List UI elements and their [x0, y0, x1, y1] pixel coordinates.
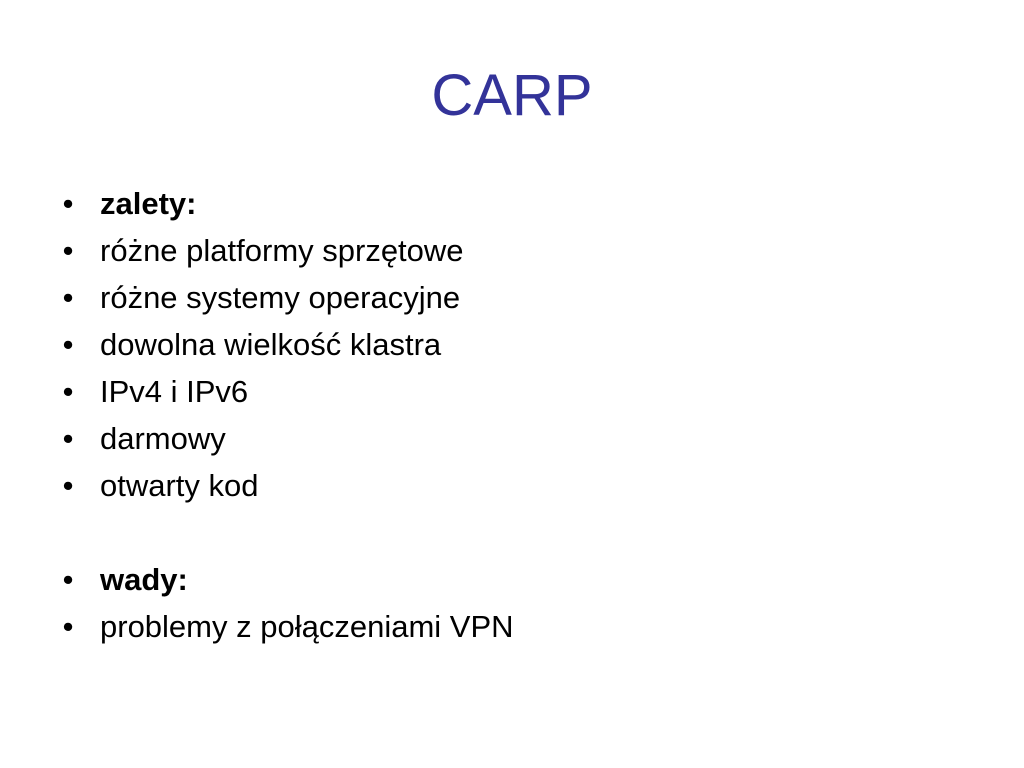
bullet-icon: • [62, 468, 74, 503]
list-item [58, 274, 514, 321]
list-item-text: zalety: [100, 186, 197, 221]
list-item-text: darmowy [100, 421, 226, 456]
list-item-text: wady: [100, 562, 188, 597]
bullet-icon: • [62, 186, 74, 221]
bullet-icon: • [62, 374, 74, 409]
list-item [58, 415, 514, 462]
list-item [58, 368, 514, 415]
list-item-text: różne platformy sprzętowe [100, 233, 464, 268]
bullet-icon: • [62, 562, 74, 597]
list-item [58, 180, 514, 227]
list-item-text: problemy z połączeniami VPN [100, 609, 514, 644]
bullet-icon: • [62, 327, 74, 362]
list-item [58, 556, 514, 603]
list-item [58, 462, 514, 509]
bullet-icon: • [62, 280, 74, 315]
list-item [58, 321, 514, 368]
slide-title: CARP [431, 63, 593, 128]
list-item-text: dowolna wielkość klastra [100, 327, 442, 362]
bullet-icon: • [62, 233, 74, 268]
list-item-text: otwarty kod [100, 468, 259, 503]
bullet-list [58, 180, 514, 650]
list-item-text: różne systemy operacyjne [100, 280, 461, 315]
list-item [58, 227, 514, 274]
bullet-icon: • [62, 609, 74, 644]
list-item [58, 603, 514, 650]
list-item-text: IPv4 i IPv6 [100, 374, 249, 409]
bullet-icon: • [62, 421, 74, 456]
